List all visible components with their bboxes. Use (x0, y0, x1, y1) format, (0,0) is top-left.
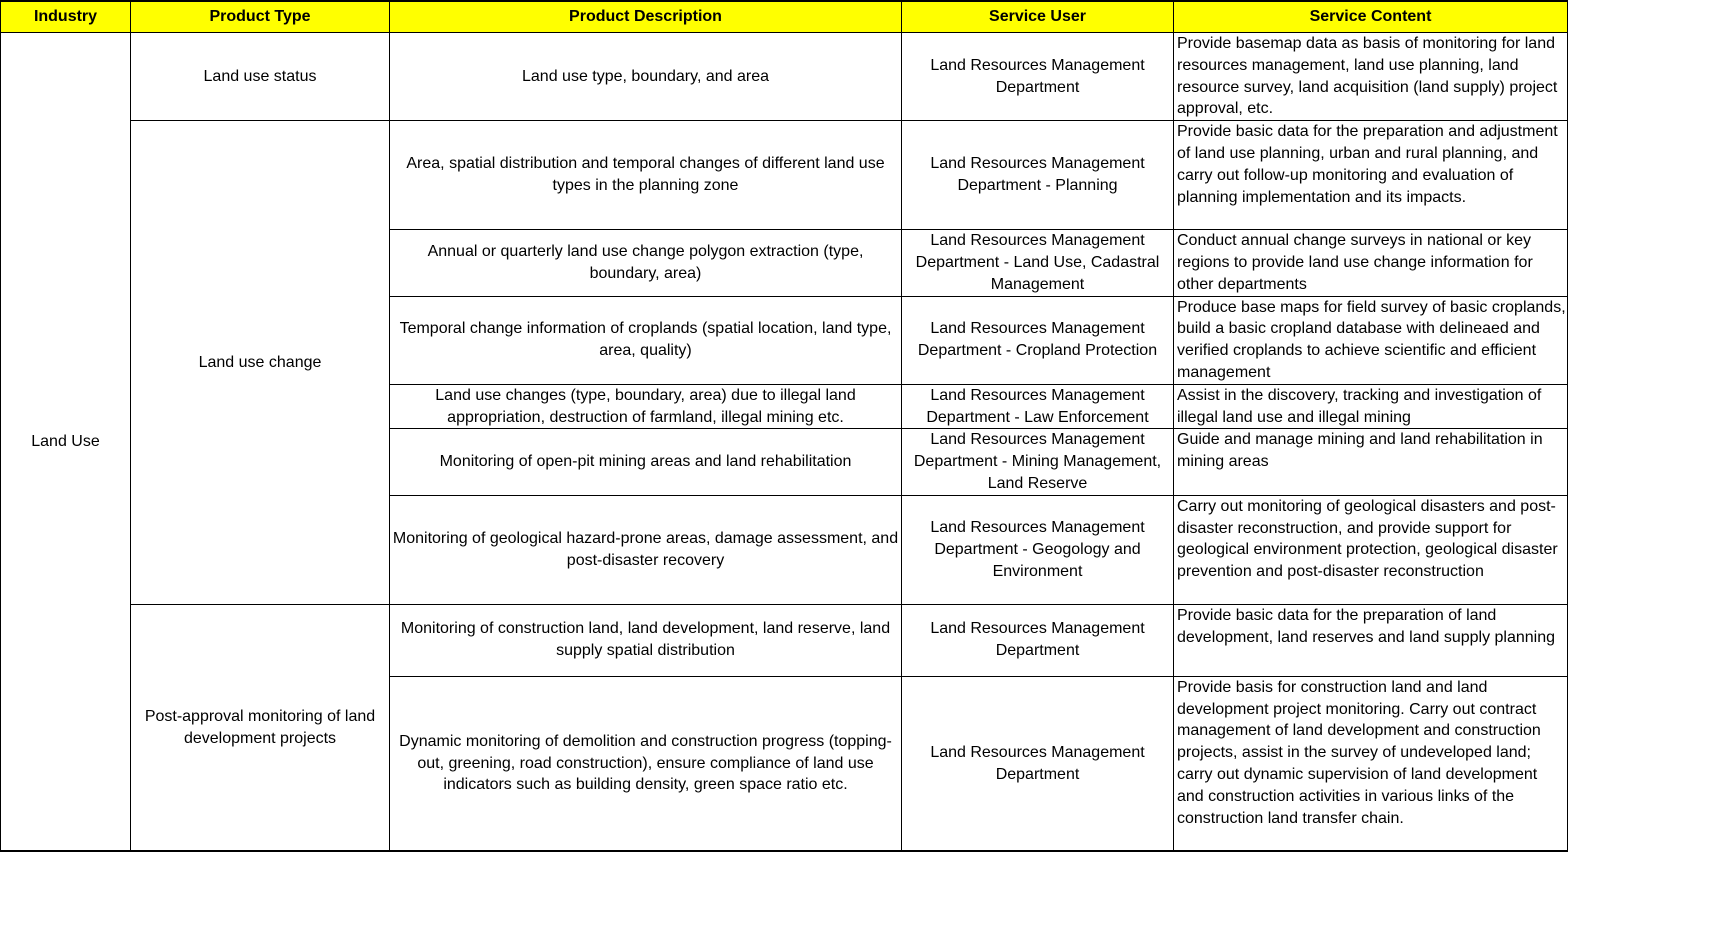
service-user-cell[interactable]: Land Resources Management Department - Geogology and Environment (902, 495, 1174, 604)
service-user-cell[interactable]: Land Resources Management Department - Mining Management, Land Reserve (902, 429, 1174, 495)
service-user-cell[interactable]: Land Resources Management Department (902, 604, 1174, 676)
service-user-cell[interactable]: Land Resources Management Department (902, 33, 1174, 121)
header-product-type[interactable]: Product Type (131, 1, 390, 33)
service-content-cell[interactable]: Carry out monitoring of geological disasters and post-disaster reconstruction, and provide support for geological environment protection, geological disaster prevention and post-disaster reconstruction (1174, 495, 1568, 604)
service-user-cell[interactable]: Land Resources Management Department - Law Enforcement (902, 384, 1174, 429)
service-content-cell[interactable]: Conduct annual change surveys in national or key regions to provide land use change information for other departments (1174, 230, 1568, 296)
header-row (1, 1, 1568, 33)
description-cell[interactable]: Monitoring of construction land, land development, land reserve, land supply spatial distribution (390, 604, 902, 676)
service-user-cell[interactable]: Land Resources Management Department (902, 676, 1174, 851)
service-user-cell[interactable]: Land Resources Management Department - Land Use, Cadastral Management (902, 230, 1174, 296)
service-content-cell[interactable]: Provide basemap data as basis of monitoring for land resources management, land use planning, land resource survey, land acquisition (land supply) project approval, etc. (1174, 33, 1568, 121)
description-cell[interactable]: Monitoring of open-pit mining areas and land rehabilitation (390, 429, 902, 495)
description-cell[interactable]: Dynamic monitoring of demolition and construction progress (topping-out, greening, road construction), ensure compliance of land use indicators such as building density, green space ratio etc. (390, 676, 902, 851)
service-content-cell[interactable]: Produce base maps for field survey of basic croplands, build a basic cropland database with delineaed and verified croplands to achieve scientific and efficient management (1174, 296, 1568, 384)
service-user-cell[interactable]: Land Resources Management Department - Cropland Protection (902, 296, 1174, 384)
header-product-description[interactable]: Product Description (390, 1, 902, 33)
service-content-cell[interactable]: Provide basic data for the preparation and adjustment of land use planning, urban and rural planning, and carry out follow-up monitoring and evaluation of planning implementation and its impacts. (1174, 121, 1568, 230)
header-service-user[interactable]: Service User (902, 1, 1174, 33)
description-cell[interactable]: Monitoring of geological hazard-prone areas, damage assessment, and post-disaster recovery (390, 495, 902, 604)
service-user-cell[interactable]: Land Resources Management Department - Planning (902, 121, 1174, 230)
header-industry[interactable]: Industry (1, 1, 131, 33)
service-content-cell[interactable]: Assist in the discovery, tracking and investigation of illegal land use and illegal mining (1174, 384, 1568, 429)
product-type-cell[interactable]: Post-approval monitoring of land development projects (131, 604, 390, 851)
service-content-cell[interactable]: Provide basis for construction land and land development project monitoring. Carry out contract management of land development and construction projects, assist in the survey of undeveloped land; carry out dynamic supervision of land development and construction activities in various links of the construction land transfer chain. (1174, 676, 1568, 851)
service-content-cell[interactable]: Guide and manage mining and land rehabilitation in mining areas (1174, 429, 1568, 495)
description-cell[interactable]: Area, spatial distribution and temporal changes of different land use types in the planning zone (390, 121, 902, 230)
description-cell[interactable]: Land use changes (type, boundary, area) due to illegal land appropriation, destruction of farmland, illegal mining etc. (390, 384, 902, 429)
table-row (1, 121, 1568, 230)
description-cell[interactable]: Annual or quarterly land use change polygon extraction (type, boundary, area) (390, 230, 902, 296)
description-cell[interactable]: Temporal change information of croplands (spatial location, land type, area, quality) (390, 296, 902, 384)
industry-cell[interactable]: Land Use (1, 33, 131, 852)
product-type-cell[interactable]: Land use status (131, 33, 390, 121)
table-row (1, 604, 1568, 676)
product-type-cell[interactable]: Land use change (131, 121, 390, 605)
header-service-content[interactable]: Service Content (1174, 1, 1568, 33)
description-cell[interactable]: Land use type, boundary, and area (390, 33, 902, 121)
table-row (1, 33, 1568, 121)
service-content-cell[interactable]: Provide basic data for the preparation of land development, land reserves and land supply planning (1174, 604, 1568, 676)
